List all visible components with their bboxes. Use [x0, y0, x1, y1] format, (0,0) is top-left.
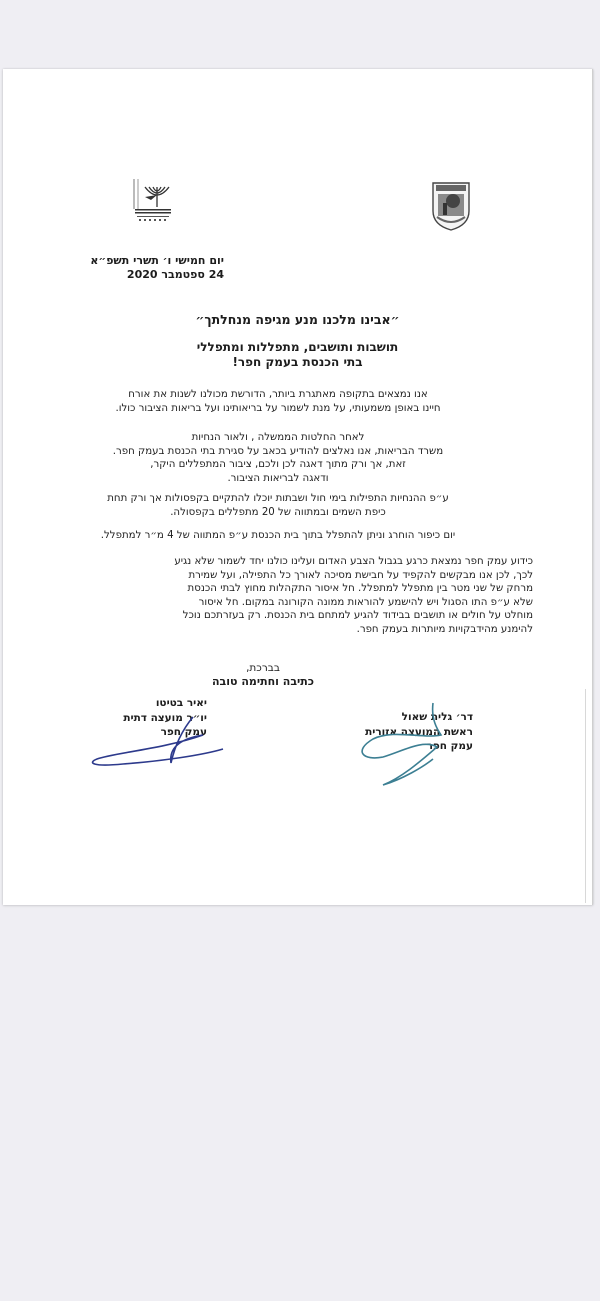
page-edge-shadow — [585, 689, 586, 903]
signer-title: יו״ר מועצה דתית — [123, 711, 207, 724]
paragraph-line: לאחר החלטות הממשלה , ולאור הנחיות — [191, 432, 365, 443]
letter-date — [54, 254, 224, 282]
paragraph-line: מרחק של שני מטר בין מתפלל למתפלל. חל איסור התקהלות מחוץ לבתי הכנסת — [187, 583, 533, 595]
menorah-emblem-logo — [131, 177, 175, 223]
paragraph-line: שלא ע״פ התו הסגול ויש להישמע להוראות ממונה הקורונה במקום. חל איסור — [198, 596, 533, 608]
closing-greeting: בברכת, — [246, 662, 280, 674]
hebrew-date: יום חמישי ו׳ תשרי תשפ״א — [90, 254, 224, 267]
paragraph-line: ע״פ ההנחיות התפילות בימי חול ושבתות יוכלו להתקיים בקפסולות אך ורק תחת — [107, 493, 449, 504]
emek-hefer-crest-logo — [431, 177, 471, 231]
paragraph-line: זאת, אך ורק מתוך דאגה לכן ולכם, ציבור המתפללים היקר, — [150, 459, 406, 471]
signer-org: עמק חפר — [160, 726, 207, 738]
heading-line-1: תושבות ותושבים, מתפללות ומתפללי — [196, 340, 399, 354]
paragraph-line: מוחלט על חולים או תושבים בבידוד להגיע למתחם בית הכנסת. רק בעזרתכם נוכל — [182, 610, 533, 622]
gregorian-date: 24 ספטמבר 2020 — [126, 268, 224, 281]
paragraph-line: כיפת השמים ובמתווה של 20 מתפללים בקפסולה. — [170, 506, 386, 518]
signature-block-regional-council — [343, 710, 473, 754]
signer-title: ראשת המועצה אזורית — [365, 725, 473, 738]
paragraph-closure-notice — [23, 431, 533, 485]
paragraph-line: משרד הבריאות, אנו נאלצים להודיע בכאב על סגירת בתי הכנסת בעמק חפר. — [112, 445, 444, 457]
signer-org: עמק חפר — [426, 740, 473, 752]
paragraph-yom-kippur — [23, 529, 533, 543]
heading-line-2: בתי הכנסת בעמק חפר! — [232, 355, 363, 369]
letter-page — [3, 69, 593, 905]
paragraph-line: יום כיפור הוחרג וניתן להתפלל בתוך בית הכנסת ע״פ המתווה של 4 מ״ר למתפלל. — [100, 530, 456, 541]
paragraph-red-zone — [23, 555, 533, 637]
letter-closing — [3, 661, 523, 689]
paragraph-capsules — [23, 492, 533, 519]
letter-slogan: ״אבינו מלכנו מנע מגיפה מנחלתך״ — [195, 312, 400, 327]
signer-name: יאיר בטיטו — [155, 697, 207, 709]
paragraph-intro — [23, 388, 533, 415]
letter-heading — [3, 340, 592, 370]
paragraph-line: ודאגה לבריאות הציבור. — [227, 472, 329, 484]
paragraph-line: לכך, לכן אנו מבקשים להקפיד על חבישת מסיכה לאורך כל התפילה, ועל שמירת — [188, 569, 533, 581]
paragraph-line: להימנע מהידבקויות מיותרות בעמק חפר. — [356, 623, 533, 635]
signature-block-religious-council — [107, 696, 207, 740]
closing-blessing: כתיבה וחתימה טובה — [211, 675, 315, 688]
paragraph-line: אנו נמצאים בתקופה מאתגרת ביותר, הדורשת מכולנו לשנות את אורח — [128, 389, 428, 400]
paragraph-line: חיינו באופן משמעותי, על מנת לשמור על בריאותינו ועל בריאות הציבור כולו. — [115, 402, 441, 414]
paragraph-line: כידוע עמק חפר נמצאת כרגע בגבול הצבע האדום ועלינו כולנו יחד לשמור שלא נגיע — [174, 556, 533, 567]
signer-name: דר׳ גלית שאול — [401, 711, 473, 723]
